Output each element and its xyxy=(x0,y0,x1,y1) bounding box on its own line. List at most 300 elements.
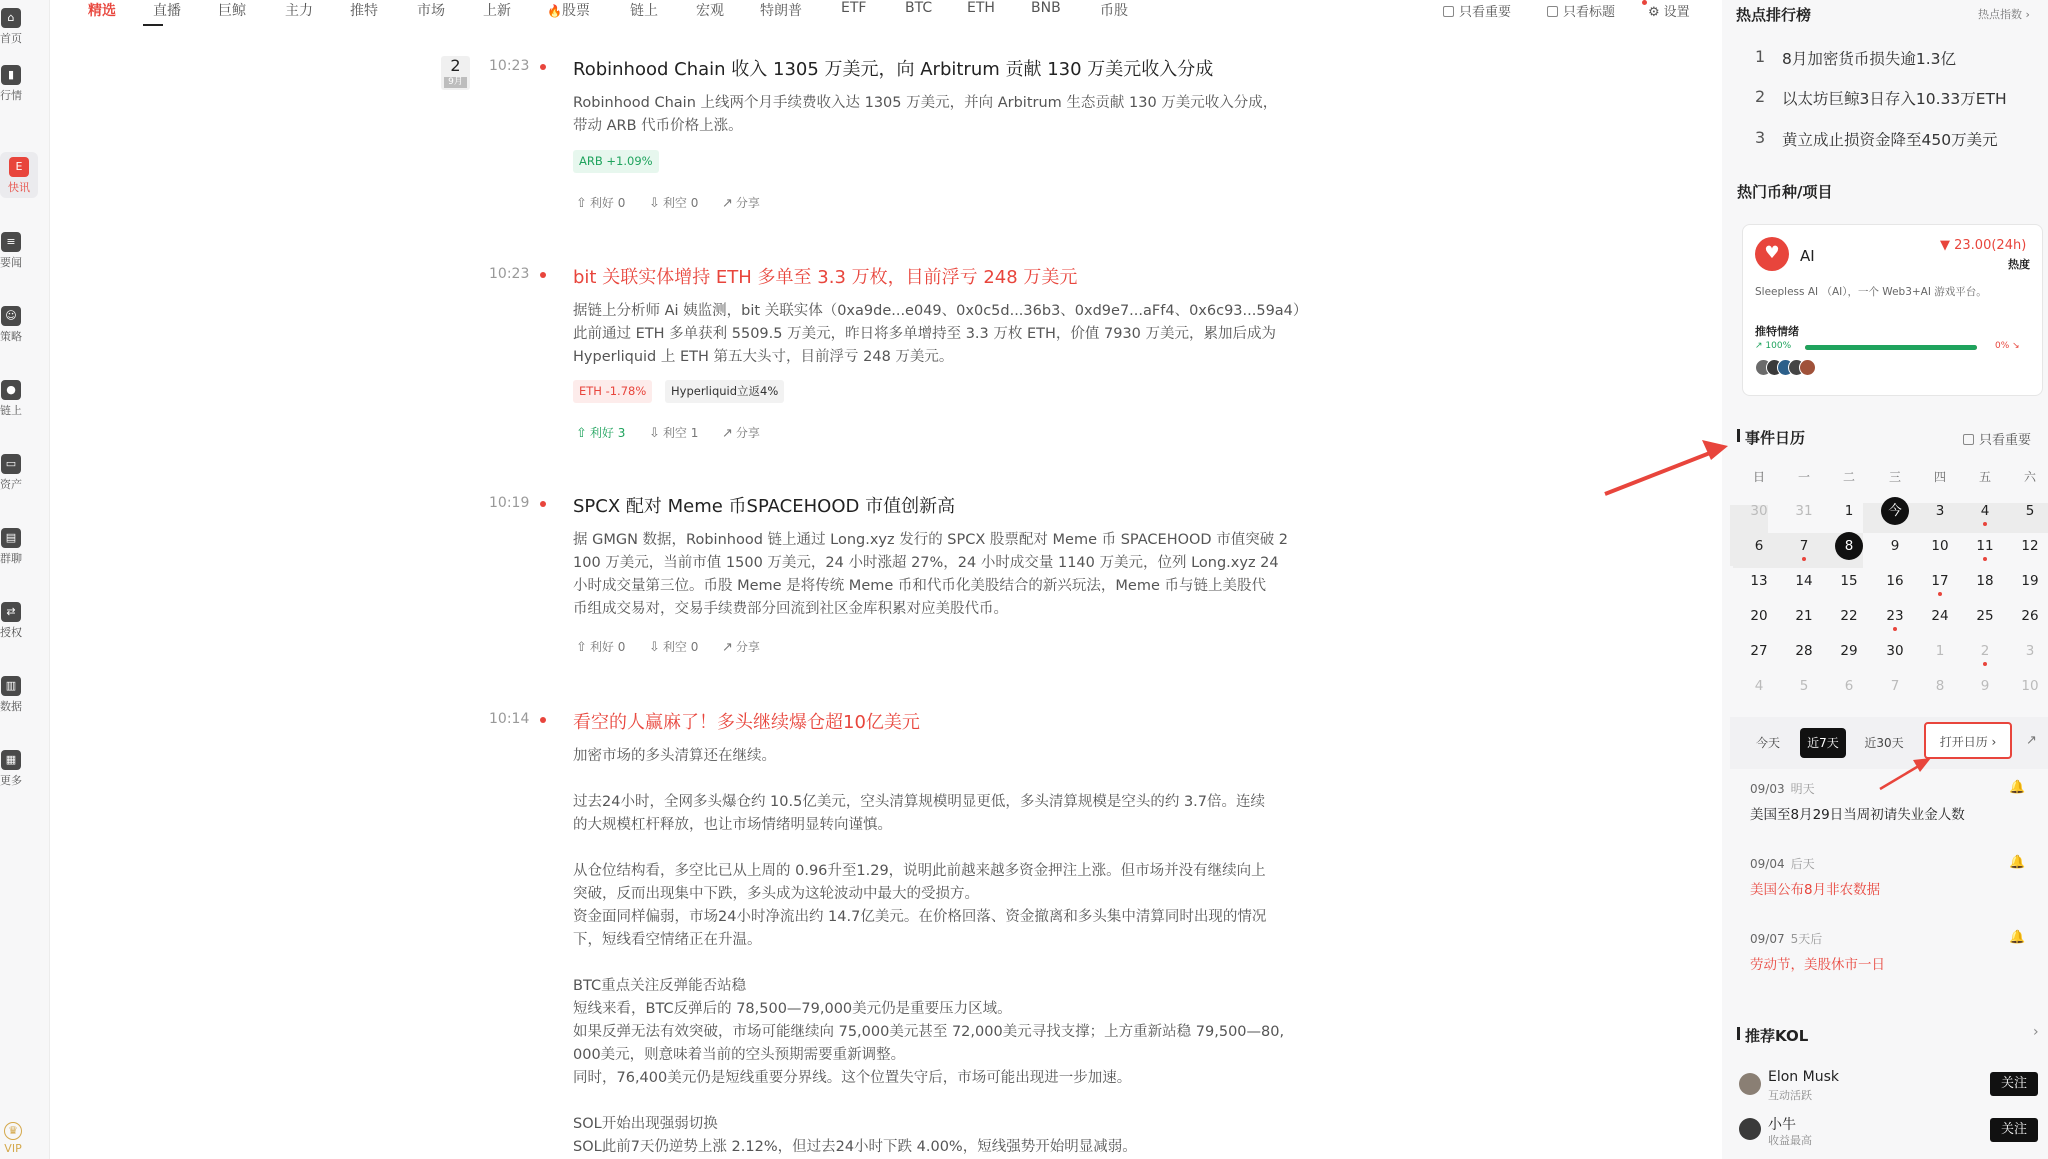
checkbox-icon xyxy=(1963,434,1974,445)
tab-main-force[interactable]: 主力 xyxy=(285,3,313,19)
weekday-label: 六 xyxy=(2023,470,2036,484)
news-time: 10:23 xyxy=(489,266,530,282)
calendar-day[interactable] xyxy=(2015,603,2045,629)
tab-coin-stocks[interactable]: 币股 xyxy=(1100,3,1128,19)
news-body-line: SOL开始出现强弱切换 xyxy=(573,1116,718,1132)
event-title[interactable]: 劳动节，美股休市一日 xyxy=(1750,957,1885,973)
tab-etf[interactable]: ETF xyxy=(841,0,867,16)
calendar-day-number: 8 xyxy=(1844,538,1854,554)
thumb-down-icon: ⇩ xyxy=(649,426,660,441)
news-title[interactable]: Robinhood Chain 收入 1305 万美元，向 Arbitrum 贡献 130 万美元收入分成 xyxy=(573,59,1214,80)
calendar-day-number: 25 xyxy=(1976,608,1994,624)
tab-featured[interactable]: 精选 xyxy=(88,3,116,19)
coin-change: ▼ 23.00(24h) xyxy=(1940,238,2027,253)
news-body-line: 下，短线看空情绪正在升温。 xyxy=(573,932,762,948)
wallet-icon: ▭ xyxy=(1,454,21,474)
range-today[interactable]: 今天 xyxy=(1755,736,1780,750)
sidebar-item-label: 授权 xyxy=(0,626,22,639)
filter-title-only[interactable] xyxy=(1547,1,1615,20)
calendar-day[interactable] xyxy=(1834,638,1864,664)
bullish-count: 利好 3 xyxy=(589,426,626,440)
calendar-day-number: 20 xyxy=(1750,608,1768,624)
hot-coin-card[interactable] xyxy=(1742,224,2043,396)
calendar-day[interactable] xyxy=(1834,673,1864,699)
calendar-day-number: 8 xyxy=(1935,678,1945,694)
range-7days[interactable]: 近7天 xyxy=(1800,728,1846,758)
calendar-day[interactable] xyxy=(1970,533,2000,559)
event-dot xyxy=(1938,592,1942,596)
event-dot xyxy=(1802,557,1806,561)
calendar-day[interactable] xyxy=(1970,498,2000,524)
event-title[interactable]: 美国至8月29日当周初请失业金人数 xyxy=(1750,807,1965,823)
rank-number: 3 xyxy=(1755,128,1766,147)
calendar-day-number: 10 xyxy=(2021,678,2039,694)
event-date-value: 09/04 xyxy=(1750,857,1785,871)
event-date xyxy=(1750,780,1815,797)
calendar-day-number: 1 xyxy=(1844,503,1854,519)
tab-live[interactable]: 直播 xyxy=(153,3,181,19)
vip-label: VIP xyxy=(4,1142,22,1155)
avatar xyxy=(1739,1118,1761,1140)
calendar-day[interactable] xyxy=(2015,638,2045,664)
coin-name: AI xyxy=(1800,247,1815,265)
news-body-line: 据链上分析师 Ai 姨监测，bit 关联实体（0xa9de...e049、0x0c5d...36b3、0xd9e7...aFf4、0x6c93...59a4） xyxy=(573,303,1308,319)
calendar-day[interactable] xyxy=(1789,533,1819,559)
event-dot xyxy=(1983,662,1987,666)
coin-description: Sleepless AI （AI），一个 Web3+AI 游戏平台。 xyxy=(1755,286,1987,298)
tab-eth[interactable]: ETH xyxy=(967,0,995,16)
news-body xyxy=(573,745,1308,1159)
top-nav xyxy=(50,0,1722,28)
news-body-spacer xyxy=(573,1090,1308,1113)
share-button[interactable] xyxy=(722,194,760,211)
calendar-day-number: 27 xyxy=(1750,643,1768,659)
bear-pct-value: 0% xyxy=(1995,341,2010,351)
news-body-line: 过去24小时，全网多头爆仓约 10.5亿美元，空头清算规模明显更低，多头清算规模是空头的约 3.7倍。连续 xyxy=(573,794,1266,810)
weekday-label: 五 xyxy=(1978,470,1991,484)
share-icon: ↗ xyxy=(722,426,733,441)
sidebar-item-label: 更多 xyxy=(0,774,22,787)
follow-button[interactable]: 关注 xyxy=(1990,1118,2038,1142)
news-body-line: BTC重点关注反弹能否站稳 xyxy=(573,978,747,994)
weekday-label: 日 xyxy=(1752,470,1765,484)
external-link-icon[interactable]: ↗ xyxy=(2026,733,2037,748)
news-body-line: 币组成交易对，交易手续费部分回流到社区金库积累对应美股代币。 xyxy=(573,601,1008,617)
tab-bnb[interactable]: BNB xyxy=(1031,0,1061,16)
sidebar-item-label: 行情 xyxy=(0,89,22,102)
hot-index-link[interactable]: 热点指数 › xyxy=(1978,8,2030,21)
news-body xyxy=(573,92,1308,138)
news-body-line: 100 万美元，当前市值 1500 万美元，24 小时涨超 27%，24 小时成交量 1140 万美元，位列 Long.xyz 24 xyxy=(573,555,1279,571)
event-date xyxy=(1750,930,1822,947)
calendar-day-number: 30 xyxy=(1750,503,1768,519)
sidebar-item-chat[interactable] xyxy=(0,528,22,568)
calendar-day-number: 9 xyxy=(1980,678,1990,694)
calendar-day[interactable] xyxy=(1925,533,1955,559)
calendar-day[interactable] xyxy=(1744,673,1774,699)
avatar-group xyxy=(1755,359,1825,377)
news-title[interactable]: bit 关联实体增持 ETH 多单至 3.3 万枚，目前浮亏 248 万美元 xyxy=(573,267,1078,288)
filter-label: 只看标题 xyxy=(1563,5,1616,20)
sidebar-item-label: 群聊 xyxy=(0,552,22,565)
left-sidebar xyxy=(0,0,50,1159)
calendar-day-number: 30 xyxy=(1886,643,1904,659)
calendar-day[interactable] xyxy=(1880,673,1910,699)
calendar-day-number: 3 xyxy=(2025,643,2035,659)
calendar-day[interactable] xyxy=(1744,568,1774,594)
calendar-day-number: 今 xyxy=(1888,503,1902,519)
calendar-day[interactable] xyxy=(1880,568,1910,594)
filter-important-only[interactable] xyxy=(1443,1,1511,20)
calendar-day[interactable] xyxy=(1925,568,1955,594)
calendar-day-number: 26 xyxy=(2021,608,2039,624)
news-body-line: Hyperliquid 上 ETH 第五大头寸，目前浮亏 248 万美元。 xyxy=(573,349,954,365)
calendar-day[interactable] xyxy=(1925,603,1955,629)
calendar-day-number: 11 xyxy=(1976,538,1994,554)
sentiment-label: 推特情绪 xyxy=(1755,325,1799,338)
event-dot xyxy=(1983,522,1987,526)
news-time: 10:14 xyxy=(489,711,530,727)
annotation-arrow xyxy=(1605,440,1728,494)
sidebar-item-label: 快讯 xyxy=(8,181,30,194)
heart-icon: ♥ xyxy=(1764,243,1780,263)
calendar-day[interactable] xyxy=(1789,638,1819,664)
sidebar-item-more[interactable] xyxy=(0,750,22,790)
news-bullet xyxy=(540,64,546,70)
calendar-day[interactable] xyxy=(1744,498,1774,524)
calendar-day-number: 1 xyxy=(1935,643,1945,659)
share-label: 分享 xyxy=(735,640,760,654)
calendar-day[interactable] xyxy=(1834,498,1864,524)
news-time: 10:23 xyxy=(489,58,530,74)
checkbox-icon xyxy=(1443,6,1454,17)
share-label: 分享 xyxy=(735,196,760,210)
trend-down-icon: ↘ xyxy=(2009,341,2020,351)
date-day: 2 xyxy=(450,56,461,75)
calendar-day-number: 2 xyxy=(1980,643,1990,659)
vip-button[interactable] xyxy=(2,1122,24,1158)
tab-stocks[interactable] xyxy=(547,0,590,20)
event-relative: 5天后 xyxy=(1790,932,1823,946)
calendar-day[interactable] xyxy=(1970,568,2000,594)
hot-coins-title: 热门币种/项目 xyxy=(1737,183,1833,201)
calendar-day-number: 31 xyxy=(1795,503,1813,519)
sidebar-item-strategy[interactable] xyxy=(0,306,22,346)
share-icon: ↗ xyxy=(722,640,733,655)
news-body-line: 同时，76,400美元仍是短线重要分界线。这个位置失守后，市场可能出现进一步加速。 xyxy=(573,1070,1132,1086)
calendar-day-number: 4 xyxy=(1980,503,1990,519)
data-icon: ▥ xyxy=(1,676,21,696)
tab-twitter[interactable]: 推特 xyxy=(350,3,378,19)
news-body-spacer xyxy=(573,768,1308,791)
date-month: 9月 xyxy=(444,77,467,88)
bull-pct xyxy=(1755,341,1791,351)
tab-label: 股票 xyxy=(561,3,590,19)
onchain-icon: ● xyxy=(1,380,21,400)
news-bullet xyxy=(540,272,546,278)
avatar xyxy=(1739,1073,1761,1095)
hot-rank-title: 热点排行榜 xyxy=(1736,6,1812,24)
rank-number: 2 xyxy=(1755,87,1766,106)
more-grid-icon: ▦ xyxy=(1,750,21,770)
news-title[interactable]: SPCX 配对 Meme 币SPACEHOOD 市值创新高 xyxy=(573,496,956,517)
calendar-day[interactable] xyxy=(2015,533,2045,559)
settings-label: 设置 xyxy=(1663,5,1690,20)
strategy-bot-icon: ☺ xyxy=(1,306,21,326)
calendar-day[interactable] xyxy=(1744,638,1774,664)
market-icon: ▮ xyxy=(1,65,21,85)
calendar-day-number: 6 xyxy=(1844,678,1854,694)
sentiment-bar-fill xyxy=(1805,345,1977,350)
share-button[interactable] xyxy=(722,638,760,655)
bullish-button[interactable] xyxy=(576,638,625,655)
event-date xyxy=(1750,855,1815,872)
event-dot xyxy=(1983,557,1987,561)
thumb-down-icon: ⇩ xyxy=(649,196,660,211)
bullish-count: 利好 0 xyxy=(589,196,626,210)
share-icon: ↗ xyxy=(722,196,733,211)
bell-icon[interactable]: 🔔 xyxy=(2009,855,2026,870)
calendar-day-number: 6 xyxy=(1754,538,1764,554)
news-body-line: 加密市场的多头清算还在继续。 xyxy=(573,748,776,764)
news-body-line: 据 GMGN 数据，Robinhood 链上通过 Long.xyz 发行的 SPCX 股票配对 Meme 币 SPACEHOOD 市值突破 2 xyxy=(573,532,1289,548)
bullish-count: 利好 0 xyxy=(589,640,626,654)
news-body-line: 短线来看，BTC反弹后的 78,500—79,000美元仍是重要压力区域。 xyxy=(573,1001,1012,1017)
news-body-line: 带动 ARB 代币价格上涨。 xyxy=(573,118,743,134)
news-body-line: 从仓位结构看，多空比已从上周的 0.96升至1.29，说明此前越来越多资金押注上涨。但市场并没有继续向上 xyxy=(573,863,1266,879)
open-calendar-button[interactable]: 打开日历 › xyxy=(1924,722,2012,759)
sidebar-item-label: 链上 xyxy=(0,404,22,417)
calendar-day[interactable] xyxy=(1789,498,1819,524)
calendar-day-number: 21 xyxy=(1795,608,1813,624)
calendar-day[interactable] xyxy=(1970,638,2000,664)
coin-tag[interactable]: ARB +1.09% xyxy=(573,150,659,173)
calendar-day[interactable] xyxy=(1880,603,1910,629)
section-marker xyxy=(1737,429,1740,442)
thumb-up-icon: ⇧ xyxy=(576,426,587,441)
calendar-day-number: 5 xyxy=(1799,678,1809,694)
tab-macro[interactable]: 宏观 xyxy=(696,3,724,19)
calendar-day[interactable] xyxy=(2015,498,2045,524)
news-body-spacer xyxy=(573,837,1308,860)
trend-up-icon: ↗ xyxy=(1755,341,1766,351)
calendar-day[interactable] xyxy=(1880,533,1910,559)
calendar-day[interactable] xyxy=(1834,533,1864,559)
calendar-day[interactable] xyxy=(2015,568,2045,594)
sidebar-item-market[interactable] xyxy=(0,65,22,105)
event-relative: 明天 xyxy=(1790,782,1815,796)
calendar-day[interactable] xyxy=(1834,568,1864,594)
coin-tag[interactable]: ETH -1.78% xyxy=(573,380,652,403)
checkbox-icon xyxy=(1547,6,1558,17)
calendar-day-number: 15 xyxy=(1840,573,1858,589)
calendar-day[interactable] xyxy=(1789,568,1819,594)
calendar-title: 事件日历 xyxy=(1745,429,1806,447)
calendar-day-number: 24 xyxy=(1931,608,1949,624)
hot-rank-item[interactable]: 8月加密货币损失逾1.3亿 xyxy=(1782,50,1957,68)
range-30days[interactable]: 近30天 xyxy=(1864,736,1904,750)
calendar-day[interactable] xyxy=(1744,603,1774,629)
kol-name[interactable]: 小牛 xyxy=(1768,1117,1796,1133)
news-body-line: SOL此前7天仍逆势上涨 2.12%，但过去24小时下跌 4.00%，短线强势开始明显减弱。 xyxy=(573,1139,1137,1155)
news-body-spacer xyxy=(573,952,1308,975)
active-tab-underline xyxy=(143,24,163,26)
notification-dot xyxy=(1642,0,1647,5)
vip-crown-icon: ♛ xyxy=(4,1122,22,1140)
news-body-line: 此前通过 ETH 多单获利 5509.5 万美元，昨日将多单增持至 3.3 万枚 ETH，价值 7930 万美元，累加后成为 xyxy=(573,326,1277,342)
kol-subtitle: 互动活跃 xyxy=(1768,1089,1812,1102)
bearish-count: 利空 1 xyxy=(662,426,699,440)
coin-logo xyxy=(1755,237,1789,271)
calendar-day-number: 23 xyxy=(1886,608,1904,624)
calendar-day-number: 9 xyxy=(1890,538,1900,554)
section-marker xyxy=(1737,1027,1740,1040)
calendar-day-number: 5 xyxy=(2025,503,2035,519)
calendar-day-number: 29 xyxy=(1840,643,1858,659)
sidebar-item-label: 首页 xyxy=(0,32,22,45)
calendar-day[interactable] xyxy=(1880,498,1910,524)
tab-trump[interactable]: 特朗普 xyxy=(760,3,802,19)
event-title[interactable]: 美国公布8月非农数据 xyxy=(1750,882,1881,898)
bearish-count: 利空 0 xyxy=(662,196,699,210)
news-body xyxy=(573,300,1308,369)
tab-whale[interactable]: 巨鲸 xyxy=(218,3,246,19)
news-body-line: 的大规模杠杆释放，也让市场情绪明显转向谨慎。 xyxy=(573,817,892,833)
bell-icon[interactable]: 🔔 xyxy=(2009,930,2026,945)
promo-tag[interactable]: Hyperliquid立返4% xyxy=(665,380,784,403)
sidebar-item-flash-news[interactable] xyxy=(0,152,38,198)
calendar-day-number: 3 xyxy=(1935,503,1945,519)
calendar-day[interactable] xyxy=(1970,603,2000,629)
date-badge xyxy=(441,56,470,90)
news-body-line: 突破，反而出现集中下跌，多头成为这轮波动中最大的受损方。 xyxy=(573,886,979,902)
chevron-right-icon[interactable]: › xyxy=(2033,1024,2039,1040)
sidebar-item-label: 要闻 xyxy=(0,256,22,269)
event-date-value: 09/07 xyxy=(1750,932,1785,946)
calendar-day[interactable] xyxy=(1925,498,1955,524)
weekday-label: 一 xyxy=(1797,470,1810,484)
calendar-day-number: 12 xyxy=(2021,538,2039,554)
home-icon: ⌂ xyxy=(1,8,21,28)
calendar-day[interactable] xyxy=(1925,638,1955,664)
bull-pct-value: 100% xyxy=(1765,341,1792,351)
event-dot xyxy=(1893,627,1897,631)
weekday-label: 四 xyxy=(1933,470,1946,484)
hot-rank-item[interactable]: 以太坊巨鲸3日存入10.33万ETH xyxy=(1782,90,2007,108)
calendar-day-number: 16 xyxy=(1886,573,1904,589)
sidebar-item-label: 资产 xyxy=(0,478,22,491)
bell-icon[interactable]: 🔔 xyxy=(2009,780,2026,795)
gear-icon: ⚙ xyxy=(1648,5,1660,20)
news-title[interactable]: 看空的人赢麻了！多头继续爆仓超10亿美元 xyxy=(573,712,920,733)
settings-button[interactable] xyxy=(1648,1,1690,20)
bullish-button[interactable] xyxy=(576,194,625,211)
event-date-value: 09/03 xyxy=(1750,782,1785,796)
fire-icon: 🔥 xyxy=(547,4,562,18)
bearish-button[interactable] xyxy=(649,638,698,655)
sentiment-bar xyxy=(1805,345,1977,350)
sidebar-item-home[interactable] xyxy=(0,8,22,48)
sidebar-item-label: 策略 xyxy=(0,330,22,343)
weekday-label: 二 xyxy=(1842,470,1855,484)
coin-heat-label: 热度 xyxy=(2008,258,2030,271)
calendar-day[interactable] xyxy=(1880,638,1910,664)
thumb-up-icon: ⇧ xyxy=(576,196,587,211)
news-bullet xyxy=(540,501,546,507)
tab-btc[interactable]: BTC xyxy=(905,0,933,16)
news-icon: ≡ xyxy=(1,232,21,252)
thumb-down-icon: ⇩ xyxy=(649,640,660,655)
filter-label: 只看重要 xyxy=(1979,433,2032,448)
calendar-day-number: 7 xyxy=(1890,678,1900,694)
tab-onchain[interactable]: 链上 xyxy=(630,3,658,19)
news-body-line: 000美元，则意味着当前的空头预期需要重新调整。 xyxy=(573,1047,906,1063)
weekday-label: 三 xyxy=(1888,470,1901,484)
calendar-day[interactable] xyxy=(1789,603,1819,629)
calendar-day-number: 7 xyxy=(1799,538,1809,554)
sidebar-item-label: 数据 xyxy=(0,700,22,713)
rank-number: 1 xyxy=(1755,47,1766,66)
calendar-day[interactable] xyxy=(1970,673,2000,699)
calendar-day[interactable] xyxy=(1925,673,1955,699)
calendar-day-number: 22 xyxy=(1840,608,1858,624)
hot-rank-item[interactable]: 黄立成止损资金降至450万美元 xyxy=(1782,131,1998,149)
event-relative: 后天 xyxy=(1790,857,1815,871)
calendar-day-number: 14 xyxy=(1795,573,1813,589)
kol-name[interactable]: Elon Musk xyxy=(1768,1069,1839,1085)
calendar-day-number: 19 xyxy=(2021,573,2039,589)
news-body-line: 如果反弹无法有效突破，市场可能继续向 75,000美元甚至 72,000美元寻找支撑；上方重新站稳 79,500—80, xyxy=(573,1024,1285,1040)
tab-market[interactable]: 市场 xyxy=(417,3,445,19)
calendar-day-number: 13 xyxy=(1750,573,1768,589)
sidebar-item-data[interactable] xyxy=(0,676,22,716)
calendar-day[interactable] xyxy=(1789,673,1819,699)
kol-title: 推荐KOL xyxy=(1745,1027,1809,1045)
news-body-line: 小时成交量第三位。币股 Meme 是将传统 Meme 币和代币化美股结合的新兴玩法，Meme 币与链上美股代 xyxy=(573,578,1266,594)
sidebar-item-authorize[interactable] xyxy=(0,602,22,642)
flash-news-icon: E xyxy=(9,157,29,177)
tab-new-listing[interactable]: 上新 xyxy=(483,3,511,19)
kol-subtitle: 收益最高 xyxy=(1768,1134,1812,1147)
news-bullet xyxy=(540,717,546,723)
calendar-important-filter[interactable] xyxy=(1963,429,2031,448)
news-body-line: Robinhood Chain 上线两个月手续费收入达 1305 万美元，并向 Arbitrum 生态贡献 130 万美元收入分成， xyxy=(573,95,1278,111)
filter-label: 只看重要 xyxy=(1459,5,1512,20)
news-body-line: 资金面同样偏弱，市场24小时净流出约 14.7亿美元。在价格回落、资金撤离和多头集中清算同时出现的情况 xyxy=(573,909,1267,925)
calendar-day-number: 28 xyxy=(1795,643,1813,659)
chat-icon: ▤ xyxy=(1,528,21,548)
thumb-up-icon: ⇧ xyxy=(576,640,587,655)
bear-pct xyxy=(1995,341,2020,351)
sidebar-item-onchain[interactable] xyxy=(0,380,22,420)
news-time: 10:19 xyxy=(489,495,530,511)
bearish-button[interactable] xyxy=(649,194,698,211)
sidebar-item-assets[interactable] xyxy=(0,454,22,494)
share-label: 分享 xyxy=(735,426,760,440)
calendar-day[interactable] xyxy=(2015,673,2045,699)
sidebar-item-news[interactable] xyxy=(0,232,22,272)
calendar-day[interactable] xyxy=(1834,603,1864,629)
calendar-day[interactable] xyxy=(1744,533,1774,559)
calendar-day-number: 4 xyxy=(1754,678,1764,694)
authorize-icon: ⇄ xyxy=(1,602,21,622)
news-body xyxy=(573,529,1308,621)
share-button[interactable] xyxy=(722,424,760,441)
bearish-button[interactable] xyxy=(649,424,698,441)
follow-button[interactable]: 关注 xyxy=(1990,1072,2038,1096)
bullish-button[interactable] xyxy=(576,424,625,441)
avatar xyxy=(1799,359,1816,376)
